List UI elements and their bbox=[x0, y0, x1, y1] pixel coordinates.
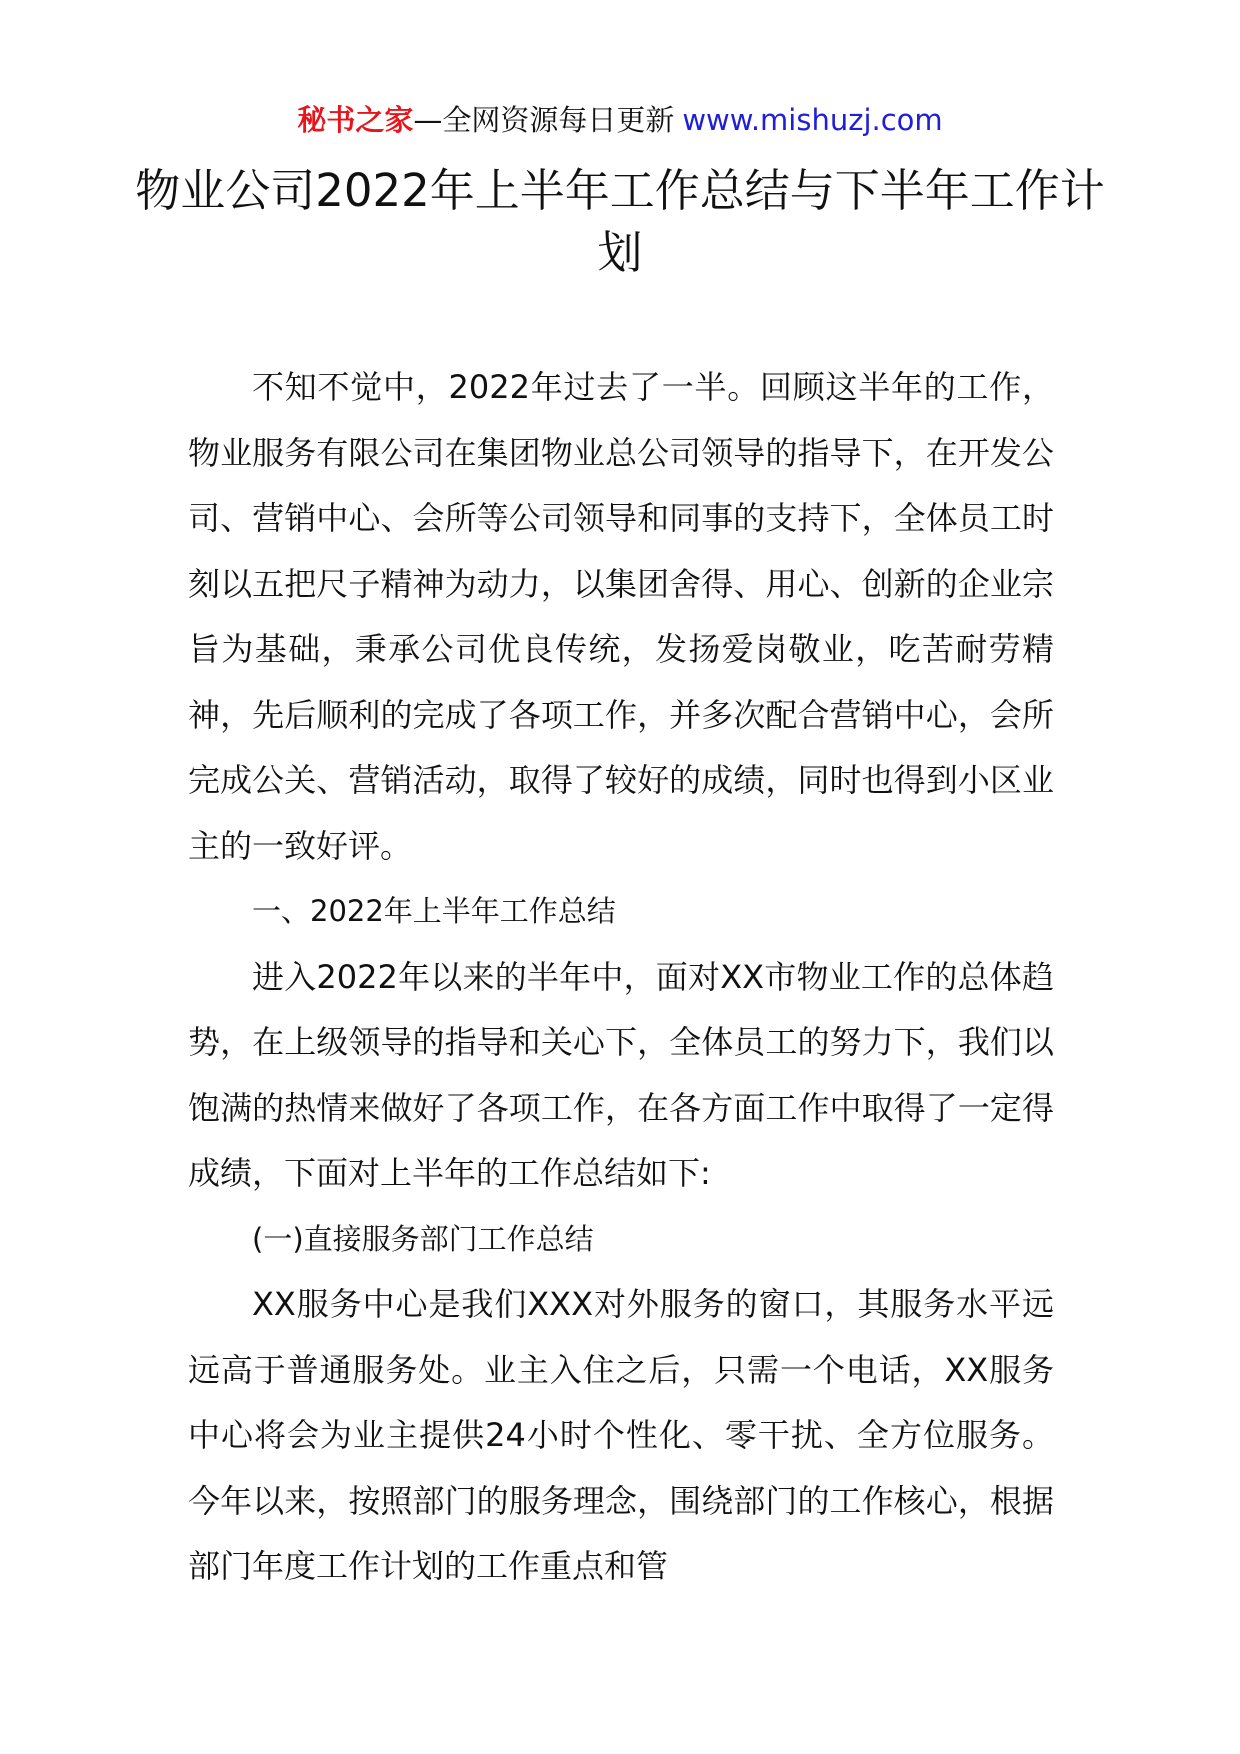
section-1-paragraph: 进入2022年以来的半年中，面对XX市物业工作的总体趋势，在上级领导的指导和关心下，全体员工的努力下，我们以饱满的热情来做好了各项工作，在各方面工作中取得了一定得成绩，下面对上半年的工作总结如下: bbox=[188, 957, 1054, 1192]
document-title: 物业公司2022年上半年工作总结与下半年工作计划 bbox=[135, 164, 1105, 279]
intro-paragraph: 不知不觉中，2022年过去了一半。回顾这半年的工作，物业服务有限公司在集团物业总公司领导的指导下，在开发公司、营销中心、会所等公司领导和同事的支持下，全体员工时刻以五把尺子精神为动力，以集团舍得、用心、创新的企业宗旨为基础，秉承公司优良传统，发扬爱岗敬业，吃苦耐劳精神，先后顺利的完成了各项工作，并多次配合营销中心，会所完成公关、营销活动，取得了较好的成绩，同时也得到小区业主的一致好评。 bbox=[188, 368, 1054, 865]
section-1-heading: 一、2022年上半年工作总结 bbox=[252, 894, 616, 928]
site-url-link[interactable]: www.mishuzj.com bbox=[682, 103, 943, 137]
subsection-1-heading: (一)直接服务部门工作总结 bbox=[252, 1221, 594, 1256]
brand-name: 秘书之家 bbox=[297, 103, 414, 137]
subsection-1-paragraph: XX服务中心是我们XXX对外服务的窗口，其服务水平远远高于普通服务处。业主入住之后，只需一个电话，XX服务中心将会为业主提供24小时个性化、零干扰、全方位服务。今年以来，按照部门的服务理念，围绕部门的工作核心，根据部门年度工作计划的工作重点和管 bbox=[188, 1285, 1054, 1585]
header-tagline: —全网资源每日更新 bbox=[413, 103, 675, 137]
site-header bbox=[0, 100, 1240, 140]
document-body bbox=[188, 355, 1054, 1600]
